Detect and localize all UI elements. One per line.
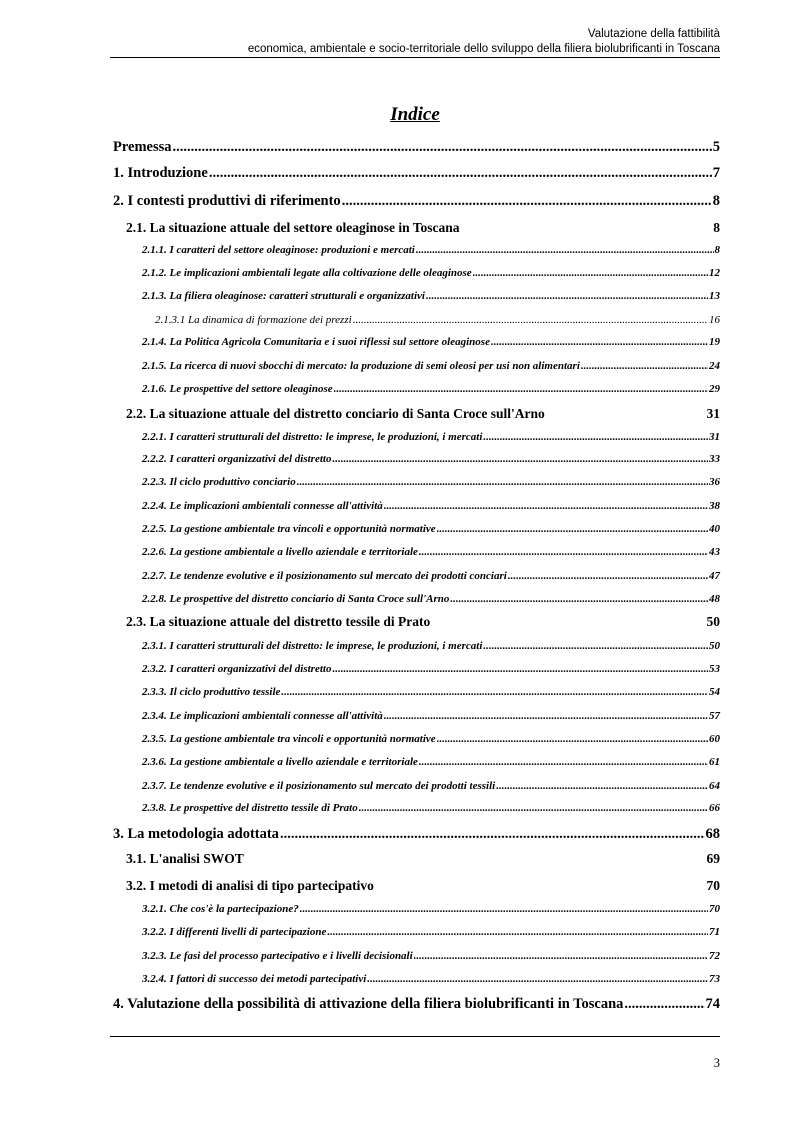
toc-dot-leader — [473, 267, 708, 279]
toc-entry[interactable] — [142, 686, 720, 698]
toc-entry[interactable] — [126, 406, 720, 422]
toc-dot-leader — [624, 996, 704, 1013]
toc-entry[interactable] — [142, 453, 720, 465]
toc-entry-page: 64 — [709, 780, 720, 792]
toc-entry-page: 57 — [709, 710, 720, 722]
toc-entry-page: 8 — [714, 244, 720, 256]
toc-entry-page: 60 — [709, 733, 720, 745]
header-line-2: economica, ambientale e socio-territoriale dello sviluppo della filiera biolubrificanti in Toscana — [247, 43, 720, 55]
toc-entry-page: 47 — [709, 570, 720, 582]
toc-entry-title: Premessa — [113, 139, 172, 155]
toc-entry-page: 33 — [709, 453, 720, 465]
toc-entry[interactable] — [142, 383, 720, 395]
toc-dot-leader — [483, 431, 708, 443]
toc-entry-title: 2.3.3. Il ciclo produttivo tessile — [142, 686, 281, 698]
toc-entry-page: 7 — [712, 165, 720, 181]
toc-entry[interactable] — [142, 802, 720, 814]
footer-rule — [110, 1036, 720, 1037]
toc-entry-page: 70 — [709, 903, 720, 915]
toc-dot-leader — [332, 453, 708, 465]
toc-entry-page: 43 — [709, 546, 720, 558]
toc-dot-leader — [450, 593, 708, 605]
toc-entry-page: 68 — [705, 826, 720, 842]
toc-dot-leader — [332, 663, 708, 675]
toc-dot-leader — [508, 570, 708, 582]
toc-dot-leader — [496, 780, 708, 792]
toc-entry-page: 24 — [709, 360, 720, 372]
toc-entry[interactable] — [142, 431, 720, 443]
toc-entry-page: 5 — [712, 139, 720, 155]
toc-entry[interactable] — [126, 614, 720, 630]
toc-dot-leader — [384, 500, 708, 512]
header-line-1: Valutazione della fattibilità — [587, 28, 720, 40]
toc-entry[interactable] — [142, 500, 720, 512]
toc-dot-leader — [419, 546, 708, 558]
toc-entry[interactable] — [142, 733, 720, 745]
toc-entry-page: 8 — [713, 220, 720, 235]
toc-entry-title: 3.2.1. Che cos'è la partecipazione? — [142, 903, 299, 915]
toc-entry-title: 3.1. L'analisi SWOT — [126, 851, 244, 866]
toc-entry[interactable] — [142, 663, 720, 675]
page-title: Indice — [390, 104, 440, 125]
toc-entry-title: 2.1.2. Le implicazioni ambientali legate alla coltivazione delle oleaginose — [142, 267, 472, 279]
toc-entry-page: 72 — [709, 950, 720, 962]
toc-entry[interactable] — [142, 267, 720, 279]
toc-dot-leader — [367, 973, 708, 985]
toc-entry[interactable] — [142, 973, 720, 985]
toc-entry[interactable] — [142, 950, 720, 962]
toc-entry-page: 74 — [705, 996, 720, 1012]
toc-entry-title: 2.1.3. La filiera oleaginose: caratteri strutturali e organizzativi — [142, 290, 425, 302]
toc-entry[interactable] — [113, 165, 720, 182]
toc-entry[interactable] — [142, 926, 720, 938]
toc-dot-leader — [281, 686, 708, 698]
toc-entry-page: 61 — [709, 756, 720, 768]
toc-entry-title: 3.2.3. Le fasi del processo partecipativo e i livelli decisionali — [142, 950, 413, 962]
toc-entry[interactable] — [142, 756, 720, 768]
toc-entry-title: 2.3.6. La gestione ambientale a livello aziendale e territoriale — [142, 756, 418, 768]
toc-dot-leader — [327, 926, 708, 938]
toc-entry-title: 2.2.5. La gestione ambientale tra vincoli e opportunità normative — [142, 523, 436, 535]
toc-entry-page: 48 — [709, 593, 720, 605]
toc-entry-title: 2.1.5. La ricerca di nuovi sbocchi di mercato: la produzione di semi oleosi per usi non alimentari — [142, 360, 580, 372]
toc-entry[interactable] — [142, 336, 720, 348]
toc-entry[interactable] — [142, 903, 720, 915]
toc-entry[interactable] — [126, 220, 720, 236]
toc-dot-leader — [300, 903, 708, 915]
toc-entry-page: 8 — [712, 193, 720, 209]
toc-entry[interactable] — [142, 523, 720, 535]
toc-entry[interactable] — [113, 139, 720, 156]
toc-entry-title: 2.1.3.1 La dinamica di formazione dei prezzi — [155, 314, 352, 326]
toc-entry-page: 38 — [709, 500, 720, 512]
toc-entry-title: 2.3.1. I caratteri strutturali del distretto: le imprese, le produzioni, i mercati — [142, 640, 483, 652]
toc-dot-leader — [414, 950, 708, 962]
toc-entry[interactable] — [113, 193, 720, 210]
toc-entry-page: 40 — [709, 523, 720, 535]
toc-entry[interactable] — [142, 593, 720, 605]
header-rule — [110, 57, 720, 58]
toc-entry-page: 73 — [709, 973, 720, 985]
toc-entry-page: 50 — [706, 614, 720, 629]
toc-entry[interactable] — [142, 360, 720, 372]
toc-dot-leader — [483, 640, 708, 652]
toc-dot-leader — [416, 244, 714, 256]
toc-dot-leader — [297, 476, 708, 488]
toc-entry-title: 2.3.2. I caratteri organizzativi del distretto — [142, 663, 332, 675]
toc-entry-page: 70 — [706, 878, 720, 893]
toc-entry-page: 19 — [709, 336, 720, 348]
toc-dot-leader — [581, 360, 708, 372]
toc-entry-page: 53 — [709, 663, 720, 675]
toc-entry[interactable] — [142, 290, 720, 302]
toc-entry[interactable] — [142, 546, 720, 558]
toc-entry[interactable] — [142, 710, 720, 722]
toc-entry[interactable] — [142, 640, 720, 652]
toc-dot-leader — [437, 523, 708, 535]
page-number: 3 — [713, 1056, 720, 1070]
toc-entry-title: 3. La metodologia adottata — [113, 826, 279, 842]
toc-entry-title: 2.1. La situazione attuale del settore oleaginose in Toscana — [126, 220, 460, 235]
toc-entry[interactable] — [126, 851, 720, 867]
toc-entry-title: 2.3.4. Le implicazioni ambientali connesse all'attività — [142, 710, 383, 722]
toc-entry-title: 3.2. I metodi di analisi di tipo partecipativo — [126, 878, 374, 893]
toc-entry-title: 2.2.8. Le prospettive del distretto conciario di Santa Croce sull'Arno — [142, 593, 450, 605]
toc-entry-page: 16 — [709, 314, 720, 326]
toc-dot-leader — [173, 139, 712, 156]
toc-entry[interactable] — [142, 780, 720, 792]
toc-entry[interactable] — [142, 476, 720, 488]
toc-entry-page: 31 — [709, 431, 720, 443]
toc-entry-page: 29 — [709, 383, 720, 395]
toc-entry-page: 12 — [709, 267, 720, 279]
toc-dot-leader — [359, 802, 708, 814]
toc-entry-title: 2.3. La situazione attuale del distretto tessile di Prato — [126, 614, 431, 629]
toc-entry-title: 3.2.4. I fattori di successo dei metodi partecipativi — [142, 973, 367, 985]
toc-entry-page: 13 — [709, 290, 720, 302]
toc-entry-title: 2.2.4. Le implicazioni ambientali connesse all'attività — [142, 500, 383, 512]
toc-entry-title: 4. Valutazione della possibilità di attivazione della filiera biolubrificanti in Toscana — [113, 996, 624, 1012]
toc-entry[interactable] — [126, 878, 720, 894]
toc-entry-page: 71 — [709, 926, 720, 938]
toc-entry-title: 3.2.2. I differenti livelli di partecipazione — [142, 926, 327, 938]
toc-entry-page: 69 — [706, 851, 720, 866]
toc-entry-title: 2.2.6. La gestione ambientale a livello aziendale e territoriale — [142, 546, 418, 558]
toc-entry[interactable] — [113, 826, 720, 843]
toc-entry-title: 2.3.5. La gestione ambientale tra vincoli e opportunità normative — [142, 733, 436, 745]
toc-entry-title: 2.1.6. Le prospettive del settore oleaginose — [142, 383, 333, 395]
toc-entry-page: 54 — [709, 686, 720, 698]
toc-entry[interactable] — [142, 244, 720, 256]
toc-dot-leader — [491, 336, 708, 348]
toc-entry-title: 2.2.7. Le tendenze evolutive e il posizionamento sul mercato dei prodotti conciari — [142, 570, 507, 582]
toc-dot-leader — [426, 290, 708, 302]
toc-dot-leader — [209, 165, 712, 182]
toc-dot-leader — [353, 314, 708, 326]
toc-dot-leader — [280, 826, 705, 843]
toc-dot-leader — [437, 733, 708, 745]
running-header — [110, 27, 720, 57]
toc-entry-title: 2.1.1. I caratteri del settore oleaginose: produzioni e mercati — [142, 244, 415, 256]
toc-entry-title: 2.3.7. Le tendenze evolutive e il posizionamento sul mercato dei prodotti tessili — [142, 780, 496, 792]
toc-entry-page: 31 — [706, 406, 720, 421]
toc-entry[interactable] — [113, 996, 720, 1013]
toc-entry-title: 2.2. La situazione attuale del distretto conciario di Santa Croce sull'Arno — [126, 406, 545, 421]
toc-dot-leader — [342, 193, 712, 210]
toc-entry-title: 2. I contesti produttivi di riferimento — [113, 193, 341, 209]
toc-entry[interactable] — [155, 314, 720, 326]
toc-entry-page: 36 — [709, 476, 720, 488]
toc-dot-leader — [419, 756, 708, 768]
toc-entry-title: 1. Introduzione — [113, 165, 208, 181]
toc-dot-leader — [334, 383, 708, 395]
toc-entry-page: 50 — [709, 640, 720, 652]
toc-entry-title: 2.2.3. Il ciclo produttivo conciario — [142, 476, 296, 488]
toc-entry[interactable] — [142, 570, 720, 582]
toc-dot-leader — [384, 710, 708, 722]
toc-entry-page: 66 — [709, 802, 720, 814]
toc-entry-title: 2.3.8. Le prospettive del distretto tessile di Prato — [142, 802, 358, 814]
toc-entry-title: 2.2.1. I caratteri strutturali del distretto: le imprese, le produzioni, i mercati — [142, 431, 483, 443]
toc-entry-title: 2.1.4. La Politica Agricola Comunitaria e i suoi riflessi sul settore oleaginose — [142, 336, 490, 348]
toc-entry-title: 2.2.2. I caratteri organizzativi del distretto — [142, 453, 332, 465]
